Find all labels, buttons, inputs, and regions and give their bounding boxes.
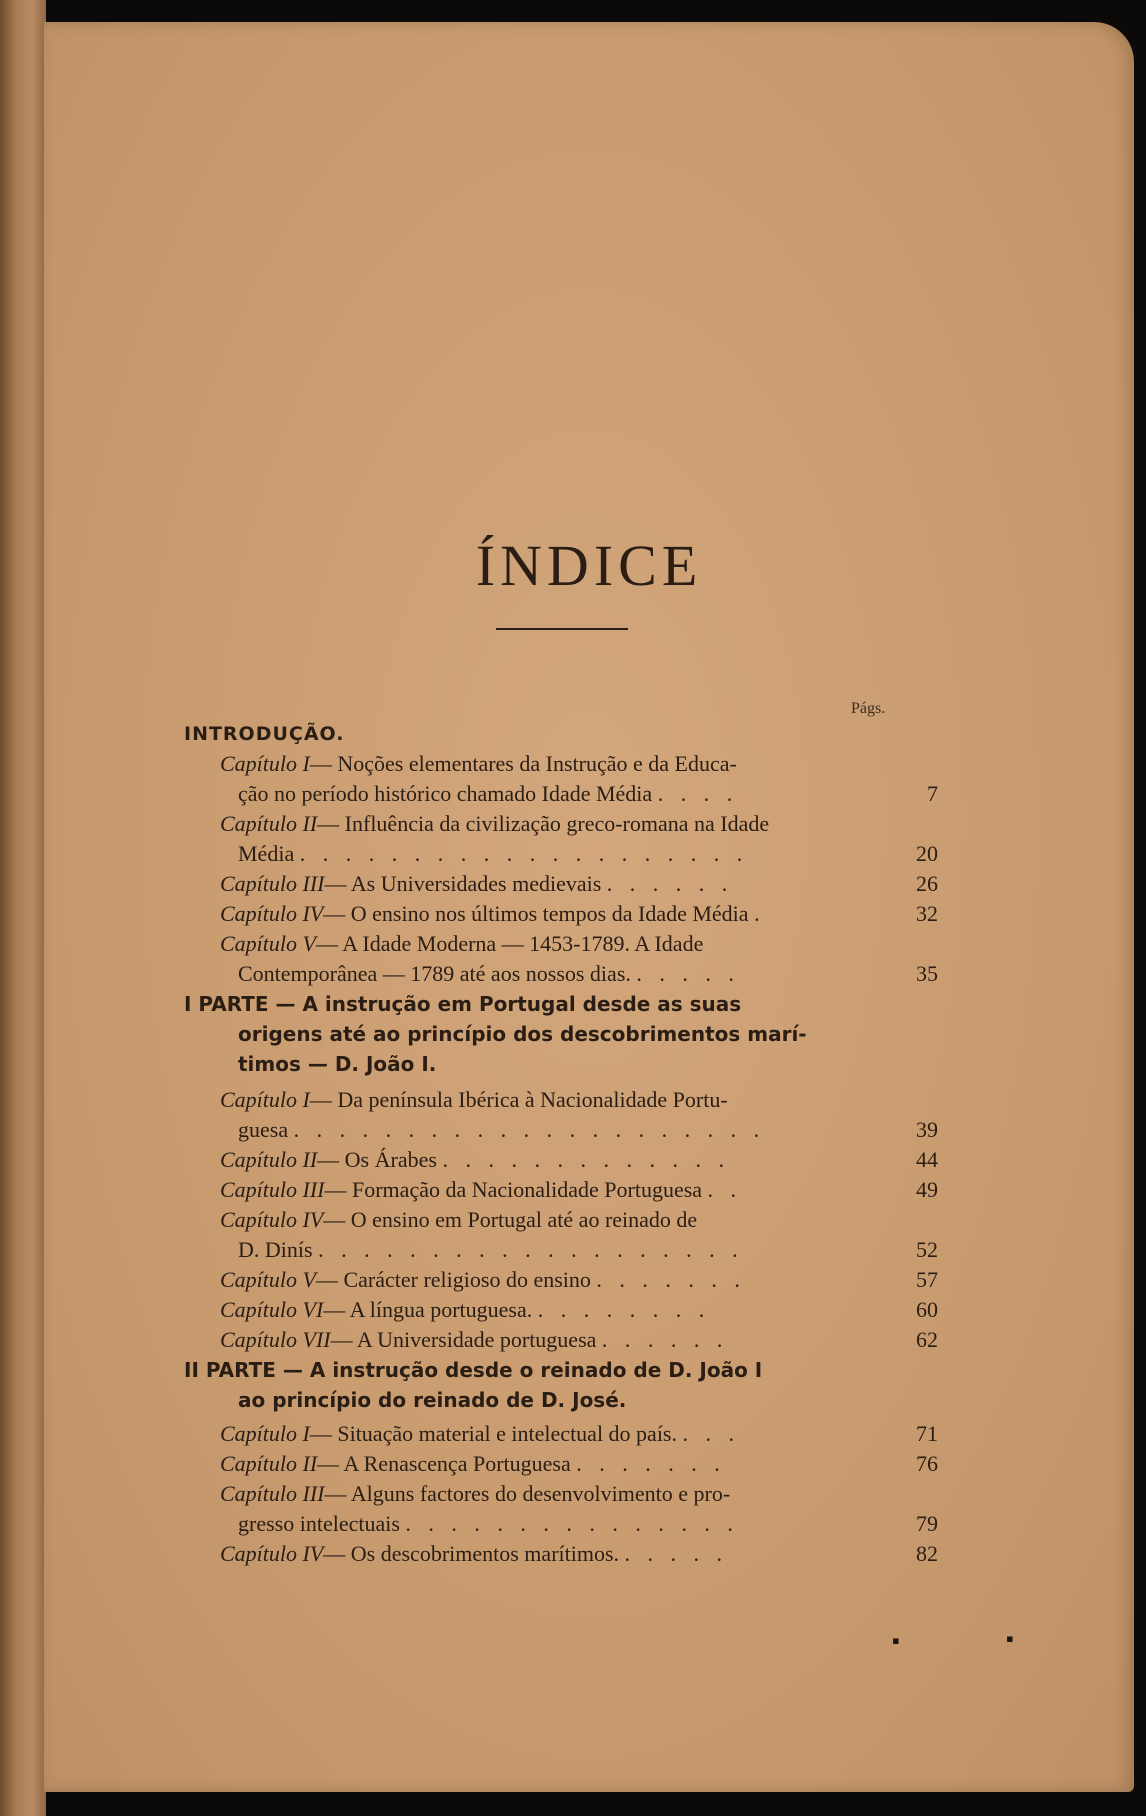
toc-entry-intro-4: Capítulo IV— O ensino nos últimos tempos da Idade Média .: [220, 901, 766, 926]
page-title: ÍNDICE: [475, 533, 703, 598]
toc-entry-p1-6: Capítulo VI— A língua portuguesa. . . . . . . . .: [220, 1297, 711, 1322]
part-heading-1-cont: origens até ao princípio dos descobrimentos marí-: [238, 1022, 807, 1046]
toc-page-number: 49: [916, 1177, 938, 1202]
toc-entry-intro-1-cont: ção no período histórico chamado Idade Média . . . .: [238, 781, 739, 806]
toc-page-number: 26: [916, 871, 938, 896]
toc-entry-p2-1: Capítulo I— Situação material e intelectual do país. . . .: [220, 1421, 740, 1446]
toc-entry-p1-4: Capítulo IV— O ensino em Portugal até ao reinado de: [220, 1207, 698, 1232]
toc-entry-p2-3-cont: gresso intelectuais . . . . . . . . . . . . . . .: [238, 1511, 739, 1536]
toc-page-number: 7: [927, 781, 938, 806]
toc-page-number: 35: [916, 961, 938, 986]
toc-page-number: 32: [916, 901, 938, 926]
toc-entry-p1-2: Capítulo II— Os Árabes . . . . . . . . . . . . .: [220, 1147, 730, 1172]
toc-page-number: 71: [916, 1421, 938, 1446]
toc-entry-intro-5-cont: Contemporânea — 1789 até aos nossos dias. . . . . .: [238, 961, 740, 986]
toc-entry-p1-4-cont: D. Dinís . . . . . . . . . . . . . . . . . . .: [238, 1237, 744, 1262]
ink-speck: ▪: [892, 1628, 900, 1653]
toc-entry-intro-5: Capítulo V— A Idade Moderna — 1453-1789. A Idade: [220, 931, 704, 956]
toc-page-number: 60: [916, 1297, 938, 1322]
part-heading-2-cont: ao princípio do reinado de D. José.: [238, 1388, 627, 1412]
part-heading-2: II PARTE — A instrução desde o reinado de D. João I: [184, 1358, 763, 1382]
book-spine: [0, 0, 46, 1816]
toc-entry-p2-3: Capítulo III— Alguns factores do desenvolvimento e pro-: [220, 1481, 731, 1506]
toc-entry-p1-1: Capítulo I— Da península Ibérica à Nacionalidade Portu-: [220, 1087, 728, 1112]
toc-entry-intro-3: Capítulo III— As Universidades medievais . . . . . .: [220, 871, 734, 896]
toc-page-number: 57: [916, 1267, 938, 1292]
toc-page-number: 44: [916, 1147, 938, 1172]
toc-entry-intro-2: Capítulo II— Influência da civilização greco-romana na Idade: [220, 811, 770, 836]
toc-entry-intro-2-cont: Média . . . . . . . . . . . . . . . . . . . .: [238, 841, 749, 866]
part-heading-1-cont2: timos — D. João I.: [238, 1052, 437, 1076]
toc-entry-p1-5: Capítulo V— Carácter religioso do ensino . . . . . . .: [220, 1267, 746, 1292]
toc-entry-p1-3: Capítulo III— Formação da Nacionalidade Portuguesa . .: [220, 1177, 743, 1202]
pages-column-label: Págs.: [851, 700, 886, 717]
paper-sheet: [44, 22, 1134, 1792]
toc-entry-p1-7: Capítulo VII— A Universidade portuguesa . . . . . .: [220, 1327, 729, 1352]
toc-page-number: 82: [916, 1541, 938, 1566]
toc-page-number: 62: [916, 1327, 938, 1352]
ink-speck: ▪: [1006, 1626, 1014, 1651]
toc-entry-p2-4: Capítulo IV— Os descobrimentos marítimos. . . . . .: [220, 1541, 729, 1566]
table-of-contents: [44, 22, 1134, 1792]
toc-page-number: 52: [916, 1237, 938, 1262]
toc-page-number: 39: [916, 1117, 938, 1142]
section-heading-introducao: INTRODUÇÃO.: [184, 723, 345, 745]
toc-page-number: 76: [916, 1451, 938, 1476]
part-heading-1: I PARTE — A instrução em Portugal desde as suas: [184, 992, 742, 1016]
toc-entry-p1-1-cont: guesa . . . . . . . . . . . . . . . . . . . . .: [238, 1117, 766, 1142]
toc-page-number: 79: [916, 1511, 938, 1536]
toc-page-number: 20: [916, 841, 938, 866]
toc-entry-intro-1: Capítulo I— Noções elementares da Instrução e da Educa-: [220, 751, 737, 776]
toc-entry-p2-2: Capítulo II— A Renascença Portuguesa . . . . . . .: [220, 1451, 726, 1476]
